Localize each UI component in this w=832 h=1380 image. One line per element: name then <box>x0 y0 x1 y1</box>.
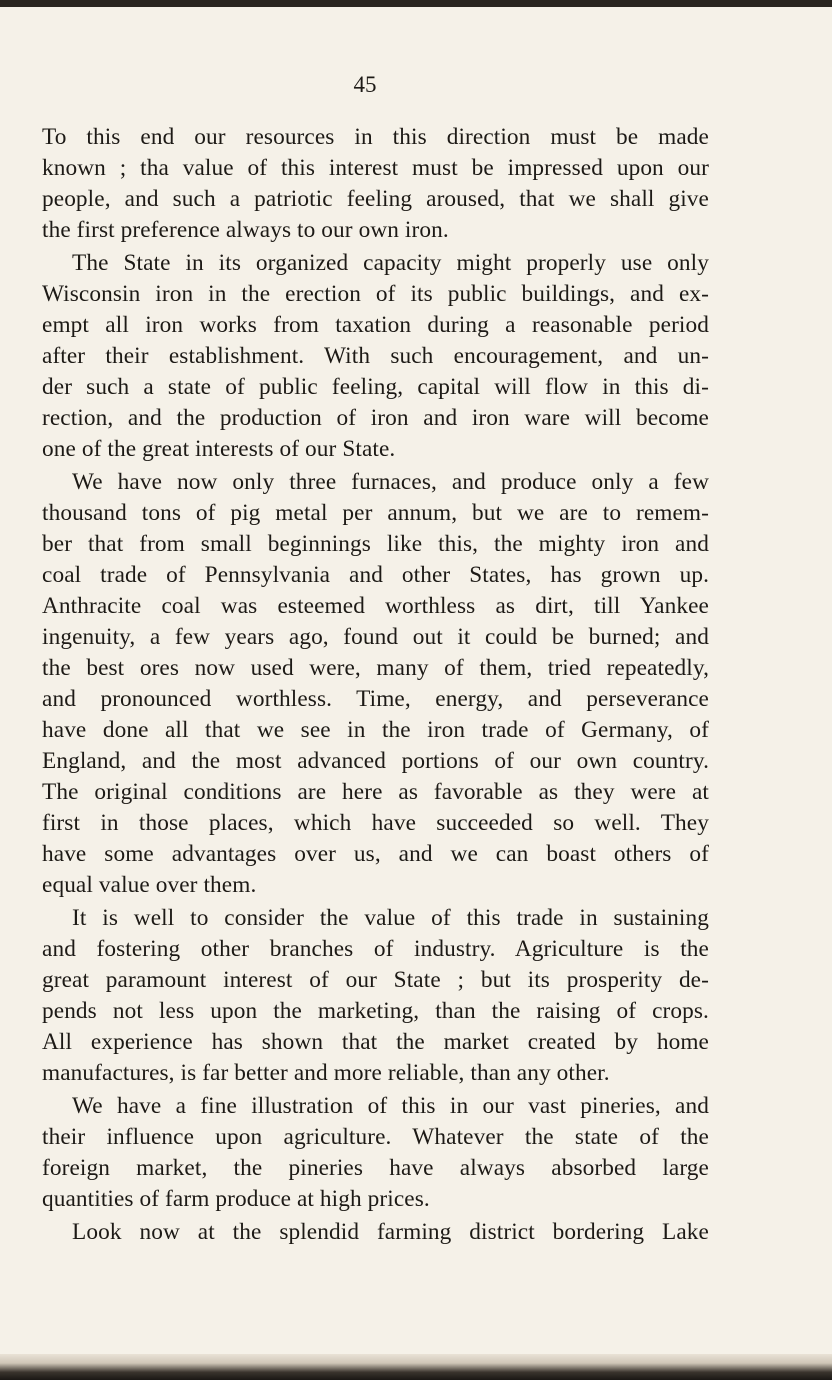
text-line: the first preference always to our own iron. <box>42 217 449 243</box>
paragraph <box>42 248 709 465</box>
paragraph <box>42 1091 709 1215</box>
text-line: pends not less upon the marketing, than the raising of crops. <box>42 998 709 1024</box>
paragraph <box>42 1217 709 1248</box>
text-line: We have now only three furnaces, and produce only a few <box>72 469 709 495</box>
text-line: manufactures, is far better and more reliable, than any other. <box>42 1060 610 1086</box>
text-line: ber that from small beginnings like this, the mighty iron and <box>42 531 709 557</box>
text-line: great paramount interest of our State ; but its prosperity de- <box>42 967 709 993</box>
top-edge-shadow <box>0 0 832 7</box>
text-line: Look now at the splendid farming district bordering Lake <box>72 1219 709 1245</box>
text-line: after their establishment. With such encouragement, and un- <box>42 343 709 369</box>
text-line: one of the great interests of our State. <box>42 436 396 462</box>
text-line: have done all that we see in the iron trade of Germany, of <box>42 717 709 743</box>
text-line: Anthracite coal was esteemed worthless as dirt, till Yankee <box>42 593 709 619</box>
bottom-edge-shadow <box>0 1354 832 1380</box>
text-line: the best ores now used were, many of them, tried repeatedly, <box>42 655 709 681</box>
text-line: To this end our resources in this direction must be made <box>42 124 709 150</box>
body-text <box>42 122 709 1248</box>
text-line: The State in its organized capacity might properly use only <box>72 250 709 276</box>
paragraph <box>42 903 709 1089</box>
text-line: empt all iron works from taxation during a reasonable period <box>42 312 709 338</box>
text-line: and pronounced worthless. Time, energy, and perseverance <box>42 686 709 712</box>
text-line: first in those places, which have succeeded so well. They <box>42 810 709 836</box>
text-line: Wisconsin iron in the erection of its public buildings, and ex- <box>42 281 709 307</box>
text-line: ingenuity, a few years ago, found out it could be burned; and <box>42 624 709 650</box>
text-line: foreign market, the pineries have always absorbed large <box>42 1155 709 1181</box>
text-line: We have a fine illustration of this in our vast pineries, and <box>72 1093 709 1119</box>
text-line: All experience has shown that the market created by home <box>42 1029 709 1055</box>
text-line: their influence upon agriculture. Whatever the state of the <box>42 1124 709 1150</box>
text-line: and fostering other branches of industry. Agriculture is the <box>42 936 709 962</box>
paragraph <box>42 467 709 901</box>
text-line: It is well to consider the value of this trade in sustaining <box>72 905 709 931</box>
paragraph <box>42 122 709 246</box>
text-line: have some advantages over us, and we can boast others of <box>42 841 709 867</box>
page-number: 45 <box>353 72 377 97</box>
text-line: quantities of farm produce at high prices. <box>42 1186 430 1212</box>
text-line: der such a state of public feeling, capital will flow in this di- <box>42 374 709 400</box>
text-line: people, and such a patriotic feeling aroused, that we shall give <box>42 186 709 212</box>
text-line: The original conditions are here as favorable as they were at <box>42 779 709 805</box>
text-line: coal trade of Pennsylvania and other States, has grown up. <box>42 562 709 588</box>
text-line: rection, and the production of iron and iron ware will become <box>42 405 709 431</box>
text-line: known ; tha value of this interest must be impressed upon our <box>42 155 709 181</box>
text-line: England, and the most advanced portions of our own country. <box>42 748 709 774</box>
text-line: equal value over them. <box>42 872 257 898</box>
text-line: thousand tons of pig metal per annum, but we are to remem- <box>42 500 709 526</box>
